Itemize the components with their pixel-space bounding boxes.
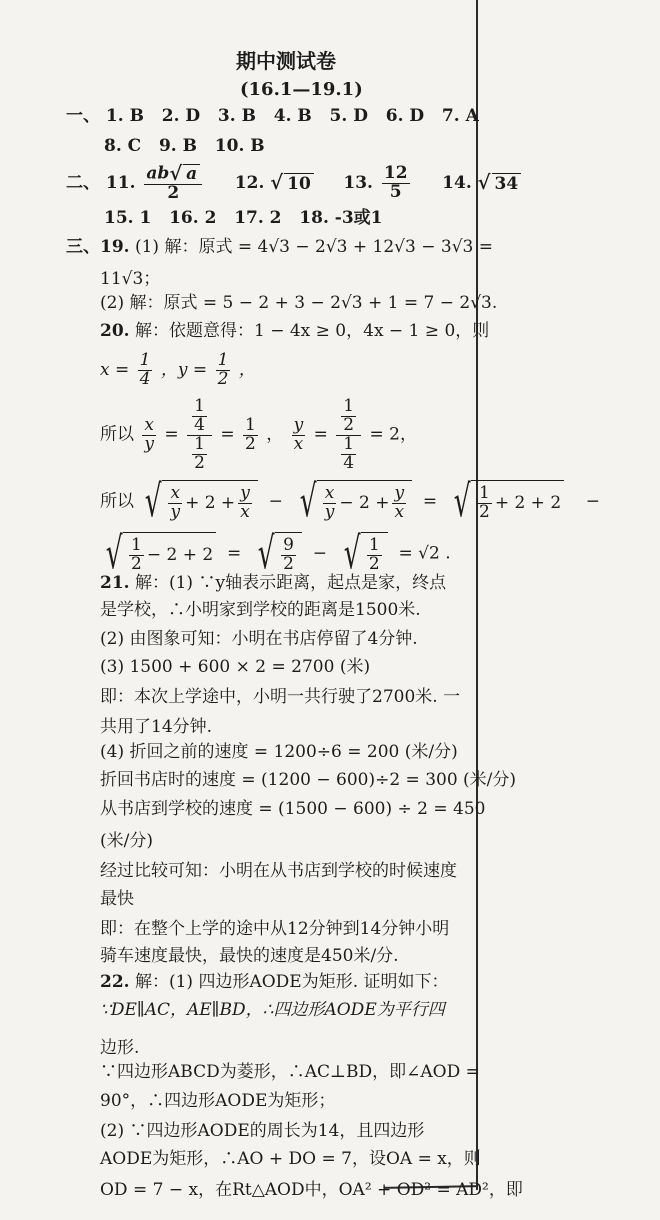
answer-item: 5. D [329,106,368,126]
q11-numerator: ab [146,163,170,184]
q21-line4: (3) 1500 + 600 × 2 = 2700 (米) [100,657,371,677]
fraction-x-over-y [142,414,156,454]
q22-line4: ∵四边形ABCD为菱形，∴AC⊥BD，即∠AOD = [100,1062,480,1082]
q20-line3 [100,398,417,472]
q20-final-result: = √2 . [398,543,451,564]
equals: = [220,424,235,445]
section-label: 一、 [66,106,100,126]
q20-line5 [100,528,451,579]
radical-expression-2: √ $\frac{x}{y}$ − 2 + $\frac{y}{x}$ [294,480,412,524]
q22-line6: (2) ∵四边形AODE的周长为14，且四边形 [100,1121,425,1141]
denominator: 2 [368,553,380,574]
numerator: y [240,482,250,503]
denominator: 4 [194,414,205,435]
denominator: 4 [343,452,355,473]
answer-item: 9. B [158,136,198,156]
q21-line8: 折回书店时的速度 = (1200 − 600)÷2 = 300 (米/分) [100,770,517,790]
q21-line7: (4) 折回之前的速度 = 1200÷6 = 200 (米/分) [100,742,458,762]
section-two-row1 [66,164,521,203]
section-label: 二、 [66,172,100,193]
numerator: 1 [343,433,355,454]
q22-line3: 边形. [100,1038,140,1058]
q20-result: = 2， [369,424,417,445]
denominator: 2 [244,433,256,454]
q22-line8: OD = 7 − x，在Rt△AOD中，OA² + OD² = AD²，即 [100,1180,523,1200]
q21-line1 [100,574,446,593]
q21-line14: 骑车速度最快，最快的速度是450米/分. [100,946,399,966]
denominator: y [170,501,181,522]
equals: = [227,543,242,564]
denominator: 4 [139,368,151,389]
denominator: y [324,501,335,522]
q22-line7: AODE为矩形，∴AO + DO = 7，设OA = x，则 [100,1149,481,1169]
q14-radical: √ 34 [478,173,522,194]
answer-item: 6. D [385,106,425,126]
q22-number: 22. [100,972,130,992]
q21-text: 解：(1) ∵y轴表示距离，起点是家，终点 [134,573,447,593]
q13-denominator: 5 [389,181,402,202]
q20-number: 20. [100,321,130,341]
minus: − [585,491,601,512]
q20-line2 [100,352,256,389]
numerator: 9 [283,534,294,555]
section-one-answers-row2 [104,137,265,156]
equals: = [164,424,179,445]
answer-item: 10. B [214,136,265,156]
radical-expression-1: √ $\frac{x}{y}$ + 2 + $\frac{y}{x}$ [139,480,257,524]
minus: − [268,491,283,512]
q12-radicand: 10 [284,173,314,194]
section-two-row2 [104,209,383,228]
radical-expression-4: √ $\frac{1}{2}$ − 2 + 2 [100,532,216,576]
numerator: x [324,482,335,503]
answer-item: 16. 2 [169,208,217,228]
q19-number: 19. [100,237,130,257]
section-one-answers [66,107,479,126]
q12-number: 12. [234,172,265,193]
denominator: 2 [283,553,294,574]
q19-line1 [66,238,493,257]
numerator: 1 [478,482,490,503]
q21-line3: (2) 由图象可知：小明在书店停留了4分钟. [100,629,418,649]
denominator: 2 [131,553,142,574]
q13-number: 13. [343,172,373,193]
fraction-y-over-x [292,414,306,454]
answer-item: 15. 1 [104,208,152,228]
answer-item: 7. A [441,106,479,126]
answer-item: 18. -3或1 [299,208,383,228]
fraction-y-over-x [238,482,252,522]
denominator: y [144,433,155,454]
radical-nine-halves: √ $\frac{9}{2}$ [252,532,302,576]
denominator: 2 [478,501,490,522]
complex-fraction-two [336,398,361,472]
fraction-x-over-y [168,482,182,522]
numerator: 1 [194,396,205,416]
q13-numerator: 12 [383,163,408,183]
q21-line9: 从书店到学校的速度 = (1500 − 600) ÷ 2 = 450 [100,799,486,819]
numerator: y [394,482,405,503]
q22-line1 [100,973,449,992]
numerator: 1 [139,350,151,370]
q11-fraction: ab √ a 2 [144,164,202,203]
fraction-y-over-x [392,482,406,522]
q11-number: 11. [105,172,136,193]
q14-radicand: 34 [492,173,522,194]
comma: ， [238,359,256,380]
answer-item: 4. B [273,106,312,126]
q21-line5: 即：本次上学途中，小明一共行驶了2700米. 一 [100,687,461,707]
numerator: 1 [131,534,142,555]
q13-fraction [382,165,410,202]
radical-expression-3: √ $\frac{1}{2}$ + 2 + 2 [448,480,564,524]
q19-line2: 11√3； [100,269,161,289]
radical-middle: + 2 + [185,492,236,513]
numerator: x [144,414,154,435]
q21-line13: 即：在整个上学的途中从12分钟到14分钟小明 [100,919,450,939]
denominator: 2 [217,368,229,389]
q19-text: (1) 解：原式 = 4√3 − 2√3 + 12√3 − 3√3 = [134,237,493,257]
numerator: 1 [244,414,256,435]
denominator: 2 [343,414,355,435]
q22-text: 解：(1) 四边形AODE为矩形. 证明如下： [134,972,449,992]
q11-denominator: 2 [167,182,180,203]
answer-item: 1. B [105,106,144,126]
numerator: 1 [217,350,229,370]
radical-middle: − 2 + [339,492,390,513]
complex-fraction-one [187,398,212,472]
page-title: 期中测试卷 [236,49,336,73]
q20-y-label: ，y = [160,359,208,380]
q21-line11: 经过比较可知：小明在从书店到学校的时候速度 [100,861,457,881]
equals: = [422,491,438,512]
comma: ， [266,424,284,445]
q20-line1 [100,322,489,341]
numerator: 1 [368,534,380,555]
page-subtitle: (16.1—19.1) [240,79,363,100]
answer-item: 3. B [217,106,256,126]
q14-number: 14. [442,172,472,193]
radical-middle: − 2 + 2 [146,544,214,565]
section-label: 三、 [66,237,100,257]
q21-number: 21. [100,573,130,593]
q20-x-label: x = [100,359,130,380]
answer-item: 17. 2 [234,208,282,228]
numerator: 1 [194,433,205,454]
answer-item: 2. D [161,106,201,126]
numerator: x [170,482,181,503]
fraction-one-half [243,414,258,454]
fraction-one-half [367,534,382,574]
fraction-one-half [477,482,492,522]
q12-radical: √ 10 [270,173,314,194]
equals: = [313,424,328,445]
radical-middle: + 2 + 2 [494,492,562,513]
denominator: x [240,501,250,522]
denominator: x [293,433,304,454]
fraction-one-half [216,352,231,389]
q21-line2: 是学校，∴小明家到学校的距离是1500米. [100,600,421,620]
numerator: y [293,414,304,435]
q21-line10: (米/分) [100,831,153,851]
denominator: x [394,501,405,522]
denominator: 2 [194,452,205,473]
q20-line4 [100,476,601,527]
q19-line3: (2) 解：原式 = 5 − 2 + 3 − 2√3 + 1 = 7 − 2√3. [100,293,498,313]
minus: − [312,543,328,564]
fraction-x-over-y [323,482,337,522]
radical-one-half: √ $\frac{1}{2}$ [338,532,388,576]
q20-text: 解：依题意得：1 − 4x ≥ 0，4x − 1 ≥ 0，则 [134,321,490,341]
q22-line2: ∵DE∥AC，AE∥BD，∴四边形AODE为平行四 [100,1000,445,1020]
q11-radicand: a [183,164,200,184]
fraction-one-quarter [138,352,153,389]
fraction-nine-halves [281,534,296,574]
answer-item: 8. C [104,136,142,156]
numerator: 1 [343,396,355,416]
q20-so-label: 所以 [100,424,134,445]
fraction-one-half [129,534,144,574]
q20-so-label: 所以 [100,491,134,512]
q21-line12: 最快 [100,889,134,909]
q22-line5: 90°，∴四边形AODE为矩形； [100,1091,336,1111]
q21-line6: 共用了14分钟. [100,717,213,737]
